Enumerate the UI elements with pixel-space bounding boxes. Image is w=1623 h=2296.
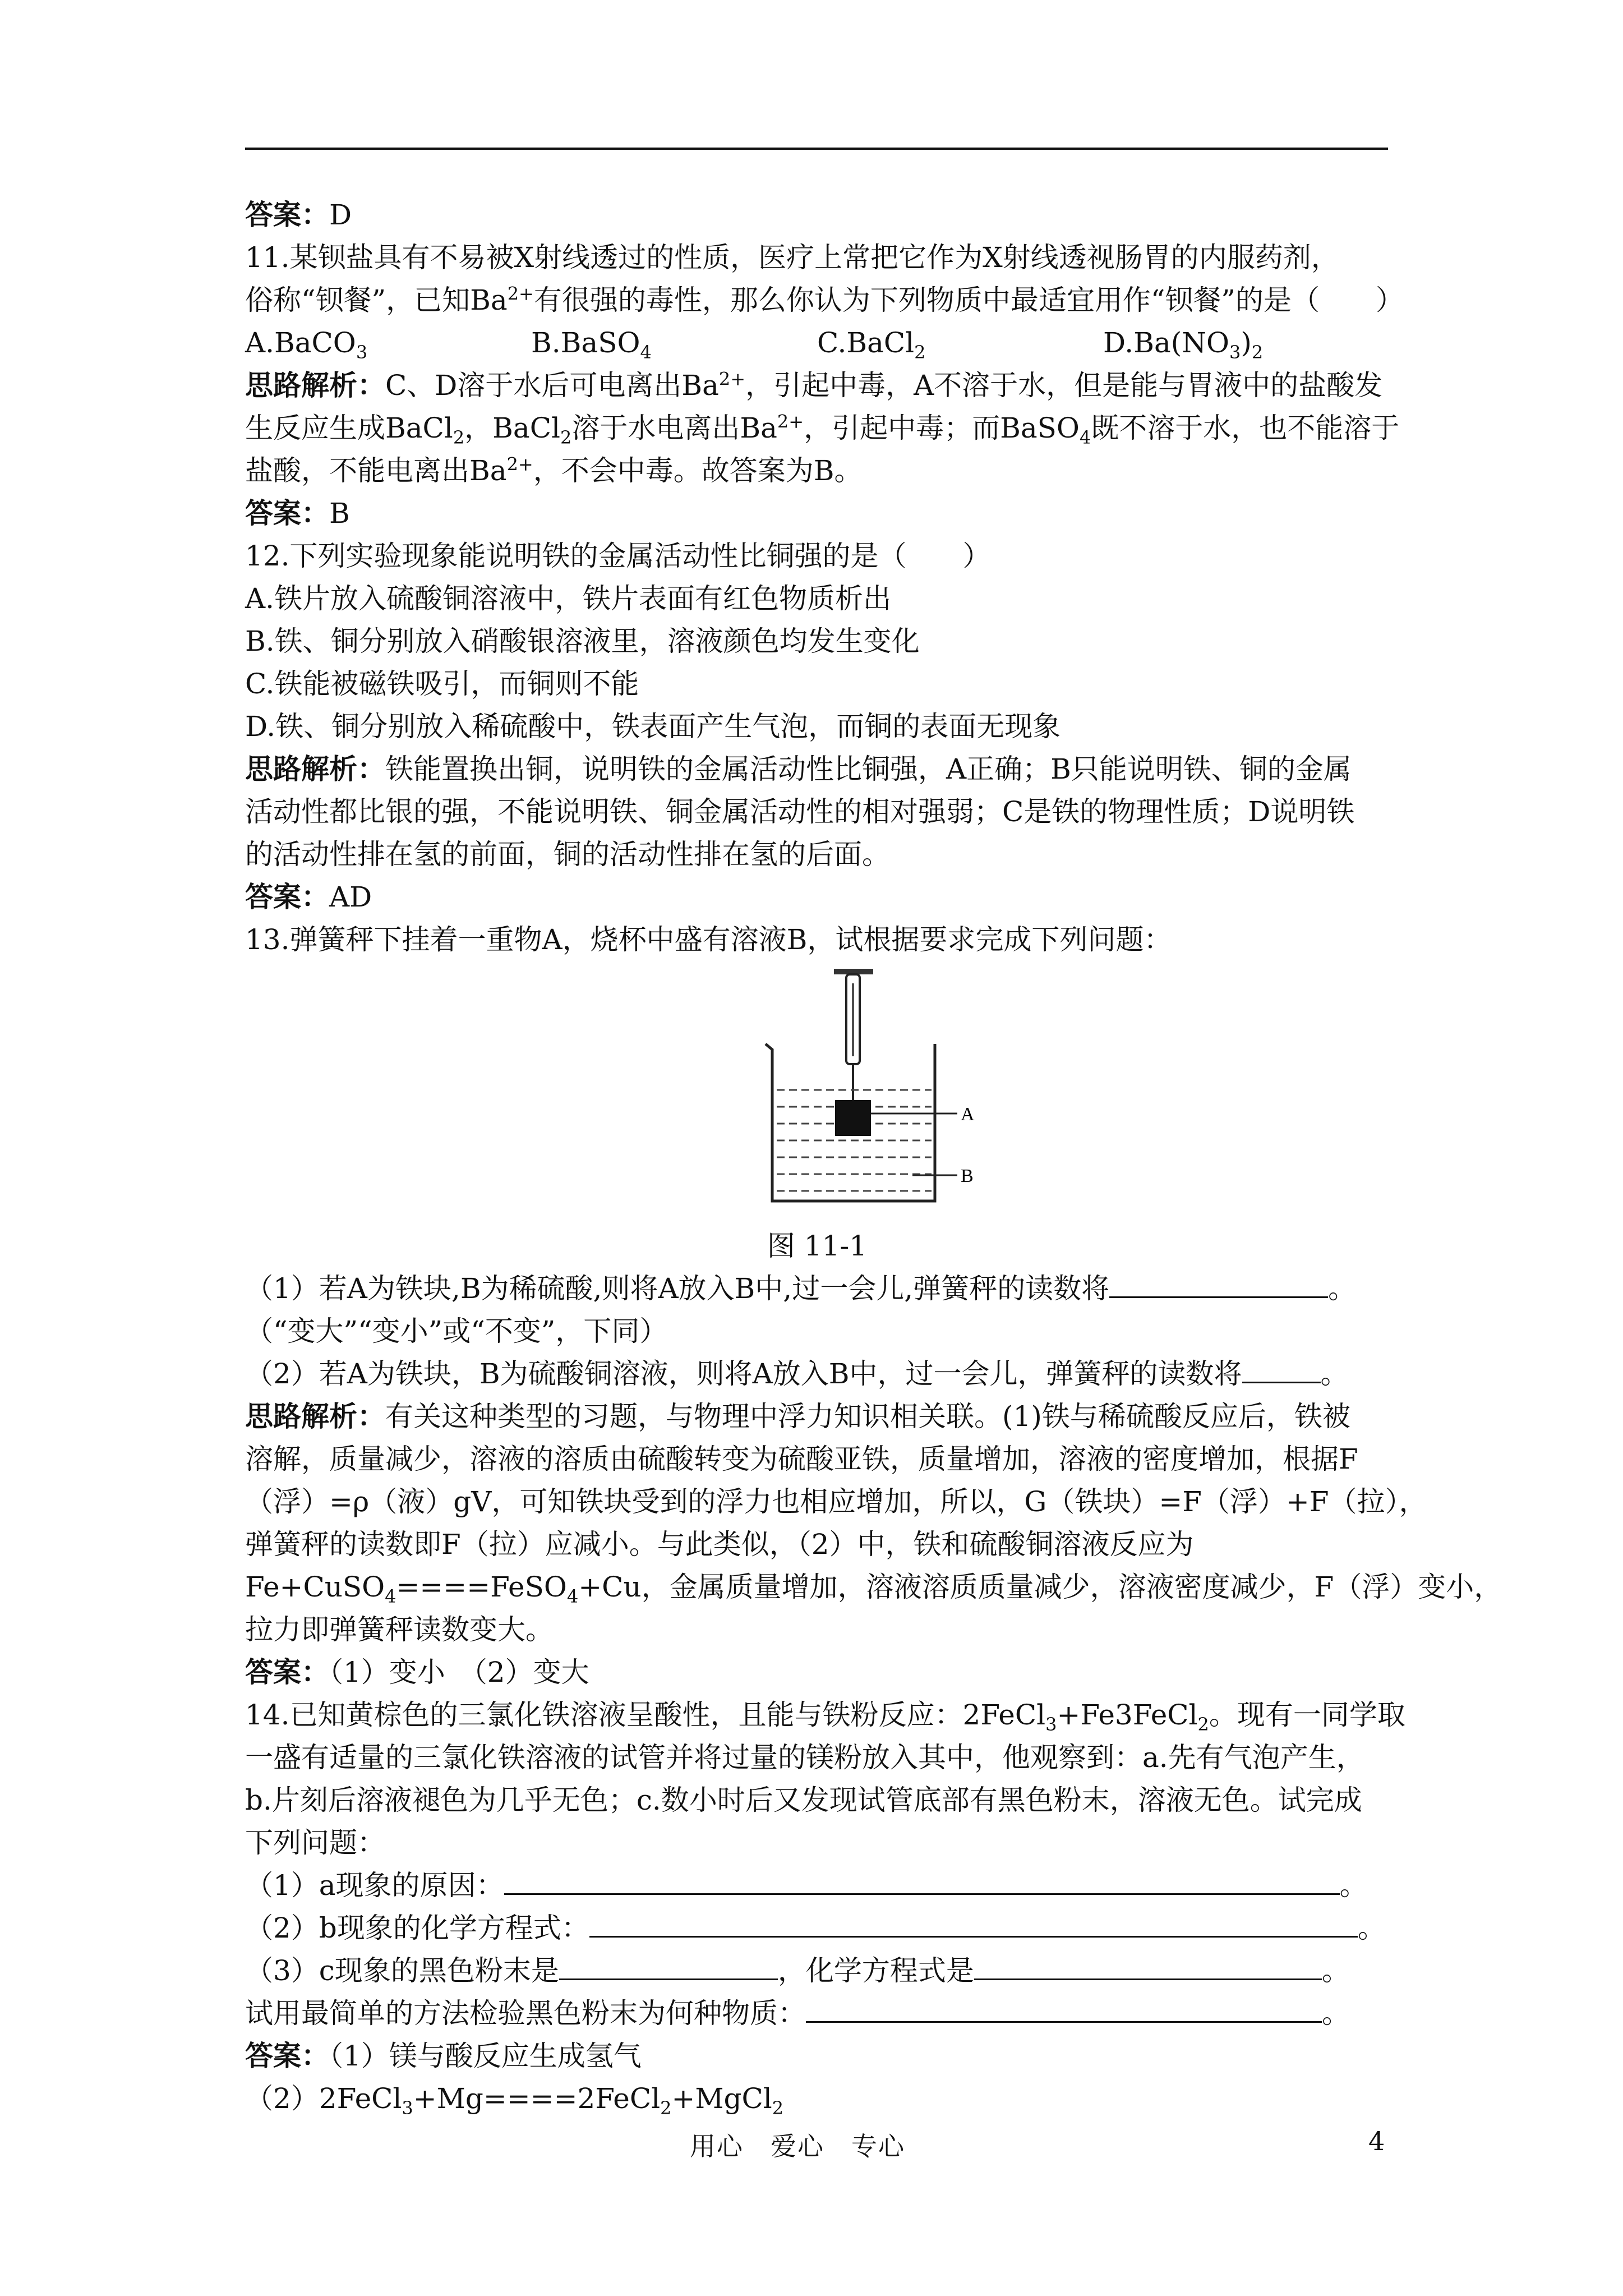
q11-analysis-3: 盐酸，不能电离出$Ba^{2+}$，不会中毒。故答案为B。 xyxy=(245,453,863,487)
q14-blank-1[interactable] xyxy=(504,1867,1340,1895)
q13-analysis-1: 思路解析：有关这种类型的习题，与物理中浮力知识相关联。(1)铁与稀硫酸反应后，铁被 xyxy=(245,1400,1350,1433)
q12-option-a: A.铁片放入硫酸铜溶液中，铁片表面有红色物质析出 xyxy=(245,582,892,615)
q14-blank-4[interactable] xyxy=(974,1953,1322,1980)
q13-part1: （1）若A为铁块,B为稀硫酸,则将A放入B中,过一会儿,弹簧秤的读数将 。 xyxy=(245,1267,1389,1310)
q11-option-c: C.BaCl$_2$ xyxy=(817,326,926,363)
q11-option-b: B.BaSO$_4$ xyxy=(531,326,652,363)
q14-part3: （3）c现象的黑色粉末是 ，化学方程式是 。 xyxy=(245,1949,1389,1992)
q13-analysis-6: 拉力即弹簧秤读数变大。 xyxy=(245,1613,554,1646)
q14-blank-3[interactable] xyxy=(559,1953,778,1980)
q13-part2: （2）若A为铁块，B为硫酸铜溶液，则将A放入B中，过一会儿，弹簧秤的读数将 。 xyxy=(245,1352,1389,1395)
q13-figure xyxy=(245,961,1389,1225)
q14-blank-2[interactable] xyxy=(589,1910,1358,1938)
q13-analysis-3: （浮）=ρ（液）gV，可知铁块受到的浮力也相应增加，所以，G（铁块）=F（浮）+F（拉）， xyxy=(245,1485,1427,1518)
spring-balance-beaker-diagram xyxy=(750,967,997,1208)
footer-motto: 用心 爱心 专心 xyxy=(690,2131,905,2161)
page-content xyxy=(245,194,1502,2120)
q14-answer-1: 答案：（1）镁与酸反应生成氢气 xyxy=(245,2040,642,2072)
q13-blank-1[interactable] xyxy=(1109,1271,1328,1298)
q11-stem-line1: 11.某钡盐具有不易被X射线透过的性质，医疗上常把它作为X射线透视肠胃的内服药剂， xyxy=(245,241,1339,274)
q11-option-a: A.BaCO$_3$ xyxy=(245,326,368,363)
q12-answer: 答案：AD xyxy=(245,881,372,913)
label-a: A xyxy=(961,1104,975,1125)
object-a xyxy=(835,1100,871,1136)
q14-part2: （2）b现象的化学方程式： 。 xyxy=(245,1907,1389,1949)
q13-blank-2[interactable] xyxy=(1242,1356,1321,1383)
q12-analysis-2: 活动性都比银的强，不能说明铁、铜金属活动性的相对强弱；C是铁的物理性质；D说明铁 xyxy=(245,795,1355,828)
page-number: 4 xyxy=(1368,2126,1385,2156)
q13-analysis-5: Fe+CuSO$_4$====FeSO$_4$+Cu，金属质量增加，溶液溶质质量减少，溶液密度减少，F（浮）变小， xyxy=(245,1571,1502,1607)
q11-analysis-2: 生反应生成BaCl$_2$，BaCl$_2$溶于水电离出$Ba^{2+}$，引起中毒；而BaSO$_4$既不溶于水，也不能溶于 xyxy=(245,411,1400,448)
q13-analysis-4: 弹簧秤的读数即F（拉）应减小。与此类似，（2）中，铁和硫酸铜溶液反应为 xyxy=(245,1528,1194,1561)
q12-option-b: B.铁、铜分别放入硝酸银溶液里，溶液颜色均发生变化 xyxy=(245,625,920,657)
q12-analysis-3: 的活动性排在氢的前面，铜的活动性排在氢的后面。 xyxy=(245,838,890,871)
q13-stem: 13.弹簧秤下挂着一重物A，烧杯中盛有溶液B，试根据要求完成下列问题： xyxy=(245,923,1172,956)
label-b: B xyxy=(961,1166,974,1186)
q14-stem-2: 一盛有适量的三氯化铁溶液的试管并将过量的镁粉放入其中，他观察到：a.先有气泡产生， xyxy=(245,1741,1364,1774)
q14-part1: （1）a现象的原因： 。 xyxy=(245,1864,1389,1907)
q12-stem: 12.下列实验现象能说明铁的金属活动性比铜强的是（ ） xyxy=(245,540,991,572)
q13-analysis-2: 溶解，质量减少，溶液的溶质由硫酸转变为硫酸亚铁，质量增加，溶液的密度增加，根据F xyxy=(245,1443,1358,1475)
q11-stem-line2: 俗称“钡餐”，已知$Ba^{2+}$有很强的毒性，那么你认为下列物质中最适宜用作“钡餐”的是（ ） xyxy=(245,283,1404,316)
q14-part4: 试用最简单的方法检验黑色粉末为何种物质： 。 xyxy=(245,1992,1389,2035)
prev-answer: 答案：D xyxy=(245,199,352,231)
q11-options xyxy=(245,321,1389,364)
q13-answer: 答案：（1）变小 （2）变大 xyxy=(245,1656,589,1688)
header-rule xyxy=(245,148,1388,150)
q14-stem-3: b.片刻后溶液褪色为几乎无色；c.数小时后又发现试管底部有黑色粉末，溶液无色。试完成 xyxy=(245,1784,1362,1816)
q11-analysis-1: 思路解析：C、D溶于水后可电离出$Ba^{2+}$，引起中毒，A不溶于水，但是能与胃液中的盐酸发 xyxy=(245,368,1383,402)
q14-answer-2: （2）2FeCl$_3$+Mg====2FeCl$_2$+MgCl$_2$ xyxy=(245,2082,784,2119)
q12-option-d: D.铁、铜分别放入稀硫酸中，铁表面产生气泡，而铜的表面无现象 xyxy=(245,710,1061,743)
q14-stem-4: 下列问题： xyxy=(245,1826,385,1859)
q12-analysis-1: 思路解析：铁能置换出铜，说明铁的金属活动性比铜强，A正确；B只能说明铁、铜的金属 xyxy=(245,753,1352,785)
q14-stem-1: 14.已知黄棕色的三氯化铁溶液呈酸性，且能与铁粉反应：2FeCl$_3$+Fe3FeCl$_2$。现有一同学取 xyxy=(245,1699,1405,1735)
q12-option-c: C.铁能被磁铁吸引，而铜则不能 xyxy=(245,668,639,700)
q11-answer: 答案：B xyxy=(245,497,350,530)
figure-caption: 图 11-1 xyxy=(767,1230,868,1262)
q14-blank-5[interactable] xyxy=(806,1995,1322,2023)
q13-part1-note: （“变大”“变小”或“不变”，下同） xyxy=(245,1315,668,1347)
q11-option-d: $D.Ba(NO_3)_2$ xyxy=(1103,326,1264,363)
